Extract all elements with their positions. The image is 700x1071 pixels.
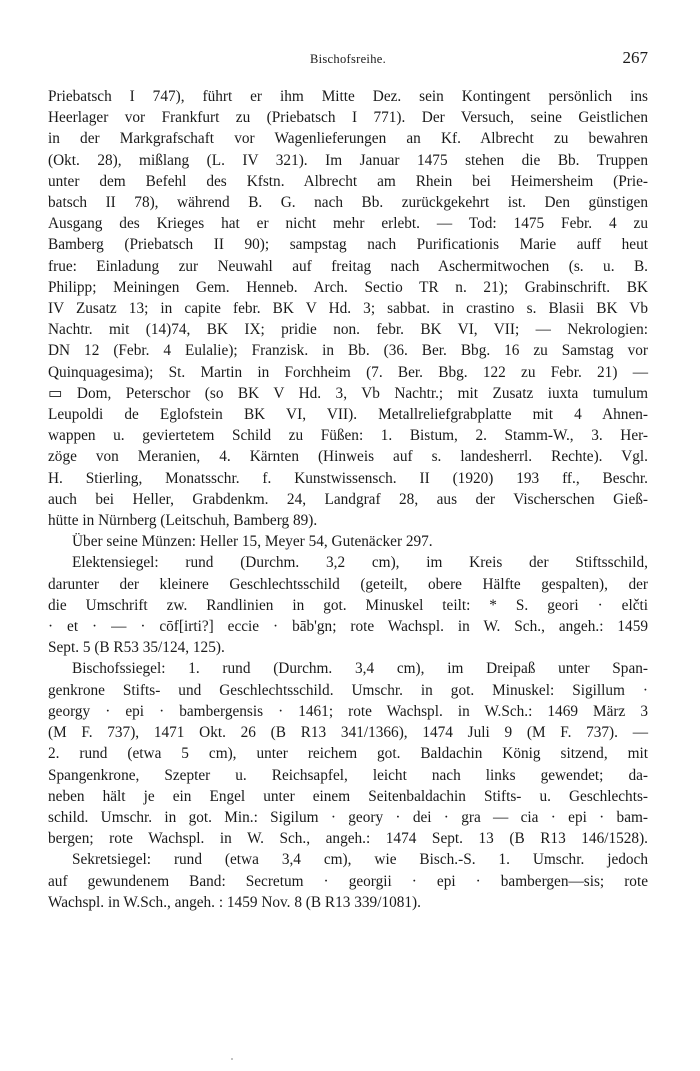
running-title: Bischofsreihe. bbox=[309, 52, 387, 66]
text-line: neben hält je ein Engel unter einem Seitenbaldachin Stifts- u. Geschlechts- bbox=[48, 787, 648, 805]
text-line: H. Stierling, Monatsschr. f. Kunstwissensch. II (1920) 193 ff., Beschr. bbox=[48, 469, 648, 487]
text-line: genkrone Stifts- und Geschlechtsschild. Umschr. in got. Minuskel: Sigillum · bbox=[48, 681, 648, 699]
text-line: darunter der kleinere Geschlechtsschild (geteilt, obere Hälfte gespalten), der bbox=[48, 575, 648, 593]
text-line: DN 12 (Febr. 4 Eulalie); Franzisk. in Bb. (36. Ber. Bbg. 16 zu Samstag vor bbox=[48, 342, 648, 360]
text-line: Wachspl. in W.Sch., angeh. : 1459 Nov. 8 (B R13 339/1081). bbox=[48, 893, 421, 911]
text-line: frue: Einladung zur Neuwahl auf freitag nach Aschermitwochen (s. u. B. bbox=[48, 257, 648, 275]
text-line: (M F. 737), 1471 Okt. 26 (B R13 341/1366), 1474 Juli 9 (M F. 737). — bbox=[48, 724, 648, 742]
text-line: 2. rund (etwa 5 cm), unter reichem got. Baldachin König sitzend, mit bbox=[48, 745, 648, 763]
text-line: unter dem Befehl des Kfstn. Albrecht am Rhein bei Heimersheim (Prie- bbox=[48, 172, 648, 190]
text-line: die Umschrift zw. Randlinien in got. Minuskel teilt: * S. geori · elčti bbox=[48, 596, 648, 614]
text-line: zöge von Meranien, 4. Kärnten (Hinweis auf s. landesherrl. Rechte). Vgl. bbox=[48, 448, 648, 466]
text-line: ▭ Dom, Peterschor (so BK V Hd. 3, Vb Nachtr.; mit Zusatz iuxta tumulum bbox=[48, 384, 648, 402]
page-header bbox=[48, 46, 648, 72]
text-line: Priebatsch I 747), führt er ihm Mitte Dez. sein Kontingent persönlich ins bbox=[48, 88, 648, 105]
text-line: bergen; rote Wachspl. in W. Sch., angeh.: 1474 Sept. 13 (B R13 146/1528). bbox=[48, 830, 648, 848]
text-line: Ausgang des Krieges hat er nicht mehr erlebt. — Tod: 1475 Febr. 4 zu bbox=[48, 215, 648, 233]
text-line: schild. Umschr. in got. Min.: Sigilum · geory · dei · gra — cia · epi · bam- bbox=[48, 808, 648, 826]
text-line: Elektensiegel: rund (Durchm. 3,2 cm), im Kreis der Stiftsschild, bbox=[72, 554, 648, 572]
text-line: hütte in Nürnberg (Leitschuh, Bamberg 89). bbox=[48, 512, 318, 530]
text-line: Leupoldi de Eglofstein BK VI, VII). Metallreliefgrabplatte mit 4 Ahnen- bbox=[48, 406, 648, 424]
footer-mark bbox=[231, 1058, 233, 1060]
text-line: Bischofssiegel: 1. rund (Durchm. 3,4 cm), im Dreipaß unter Span- bbox=[72, 660, 648, 678]
text-line: georgy · epi · bambergensis · 1461; rote Wachspl. in W.Sch.: 1469 März 3 bbox=[48, 702, 648, 720]
body-text bbox=[48, 86, 648, 913]
text-line: auf gewundenem Band: Secretum · georgii · epi · bambergen—sis; rote bbox=[48, 872, 648, 890]
text-line: Heerlager vor Frankfurt zu (Priebatsch I 771). Der Versuch, seine Geistlichen bbox=[48, 109, 648, 127]
text-line: Bamberg (Priebatsch II 90); sampstag nach Purificationis Marie auff heut bbox=[48, 236, 648, 254]
text-line: in der Markgrafschaft vor Wagenlieferungen an Kf. Albrecht zu bewahren bbox=[48, 130, 648, 148]
page-number: 267 bbox=[622, 48, 648, 67]
text-line: IV Zusatz 13; in capite febr. BK V Hd. 3; sabbat. in crastino s. Blasii BK Vb bbox=[48, 300, 648, 318]
text-line: wappen u. geviertetem Schild zu Füßen: 1. Bistum, 2. Stamm-W., 3. Her- bbox=[48, 427, 648, 445]
text-line: Philipp; Meiningen Gem. Henneb. Arch. Sectio TR n. 21); Grabinschrift. BK bbox=[48, 278, 648, 296]
text-line: Nachtr. mit (14)74, BK IX; pridie non. febr. BK VI, VII; — Nekrologien: bbox=[48, 321, 648, 339]
text-line: · et · — · cōf[irti?] eccie · bāb'gn; rote Wachspl. in W. Sch., angeh.: 1459 bbox=[48, 618, 648, 636]
text-line: (Okt. 28), mißlang (L. IV 321). Im Januar 1475 stehen die Bb. Truppen bbox=[48, 151, 648, 169]
text-line: Sekretsiegel: rund (etwa 3,4 cm), wie Bisch.-S. 1. Umschr. jedoch bbox=[72, 851, 648, 869]
text-line: auch bei Heller, Grabdenkm. 24, Landgraf 28, aus der Vischerschen Gieß- bbox=[48, 490, 648, 508]
text-line: batsch II 78), während B. G. nach Bb. zurückgekehrt ist. Den günstigen bbox=[48, 194, 648, 212]
text-line: Quinquagesima); St. Martin in Forchheim (7. Ber. Bbg. 122 zu Febr. 21) — bbox=[48, 363, 648, 381]
text-line: Sept. 5 (B R53 35/124, 125). bbox=[48, 639, 225, 657]
text-line: Spangenkrone, Szepter u. Reichsapfel, leicht nach links gewendet; da- bbox=[48, 766, 648, 784]
text-line: Über seine Münzen: Heller 15, Meyer 54, Gutenäcker 297. bbox=[72, 533, 433, 551]
